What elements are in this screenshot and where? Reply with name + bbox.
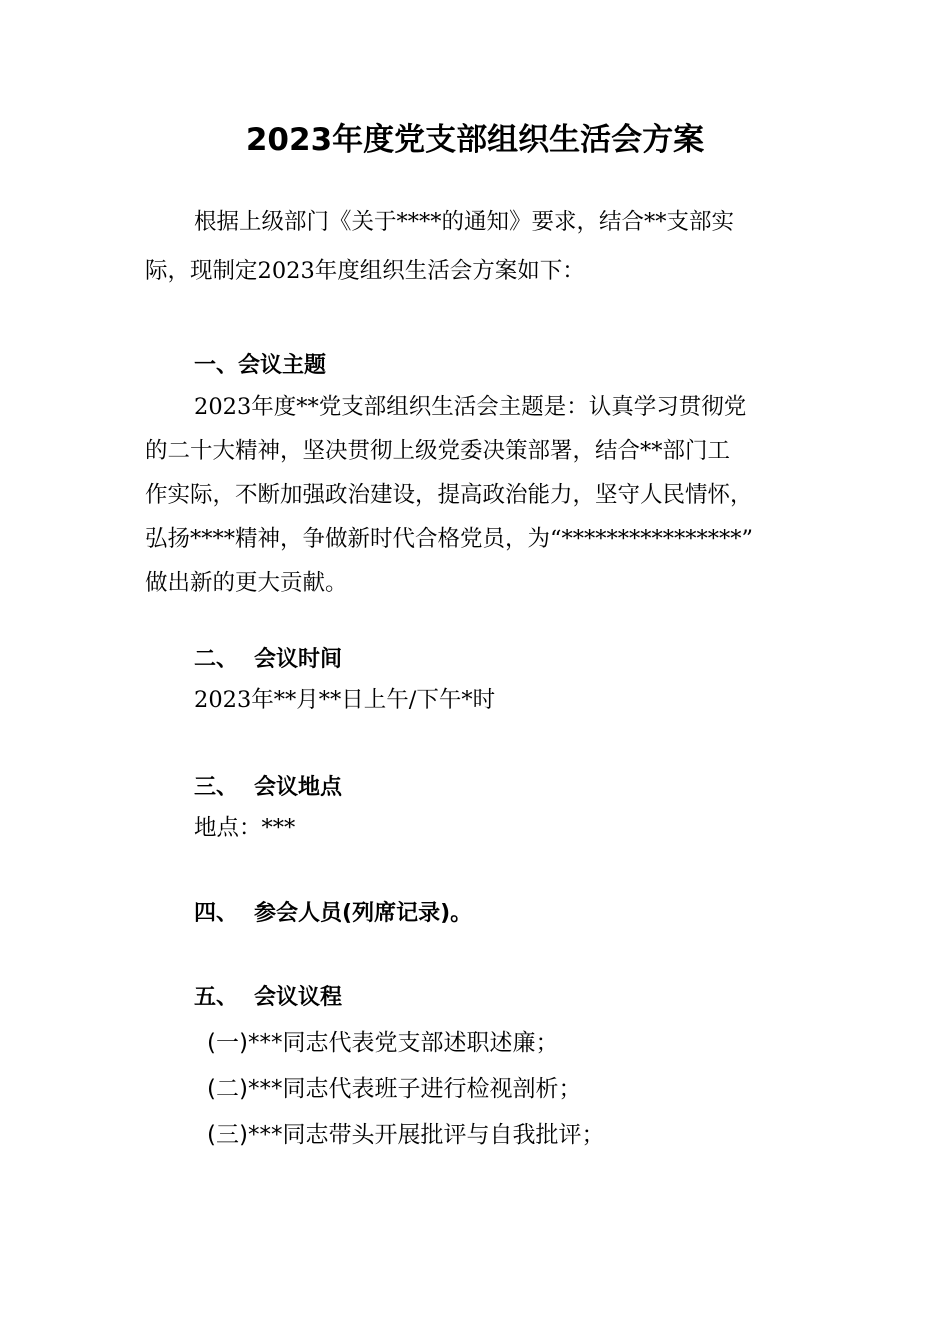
agenda-item: (三)***同志带头开展批评与自我批评； — [207, 1122, 605, 1148]
section-title: 会议议程 — [254, 985, 343, 1010]
meeting-location: 地点：*** — [194, 815, 296, 841]
paragraph-line: 2023年度**党支部组织生活会主题是：认真学习贯彻党 — [194, 394, 747, 420]
document-title: 2023年度党支部组织生活会方案 — [245, 122, 705, 158]
section-1-paragraph — [145, 385, 845, 605]
section-number: 四、 — [194, 901, 239, 926]
agenda-item: (一)***同志代表党支部述职述廉； — [207, 1030, 559, 1056]
section-heading-5 — [194, 982, 342, 1014]
intro-line: 际，现制定2023年度组织生活会方案如下： — [145, 258, 585, 284]
section-title: 参会人员(列席记录)。 — [254, 901, 473, 926]
section-title: 会议主题 — [238, 353, 327, 378]
paragraph-line: 的二十大精神，坚决贯彻上级党委决策部署，结合**部门工 — [145, 438, 731, 464]
section-heading-2 — [194, 644, 342, 676]
intro-line: 根据上级部门《关于****的通知》要求，结合**支部实 — [194, 209, 735, 235]
paragraph-line: 弘扬****精神，争做新时代合格党员，为“****************” — [145, 526, 754, 552]
section-title: 会议地点 — [254, 775, 343, 800]
section-heading-4 — [194, 898, 472, 930]
section-number: 三、 — [194, 775, 239, 800]
agenda-item: (二)***同志代表班子进行检视剖析； — [207, 1076, 582, 1102]
section-heading-3 — [194, 772, 342, 804]
intro-paragraph — [145, 198, 845, 296]
paragraph-line: 做出新的更大贡献。 — [145, 570, 348, 596]
section-heading-1 — [194, 350, 326, 382]
section-title: 会议时间 — [254, 647, 343, 672]
section-number: 二、 — [194, 647, 239, 672]
agenda-list — [207, 1020, 604, 1158]
section-number: 五、 — [194, 985, 239, 1010]
meeting-time: 2023年**月**日上午/下午*时 — [194, 687, 496, 713]
section-number: 一、 — [194, 353, 239, 378]
paragraph-line: 作实际，不断加强政治建设，提高政治能力，坚守人民情怀， — [145, 482, 753, 508]
